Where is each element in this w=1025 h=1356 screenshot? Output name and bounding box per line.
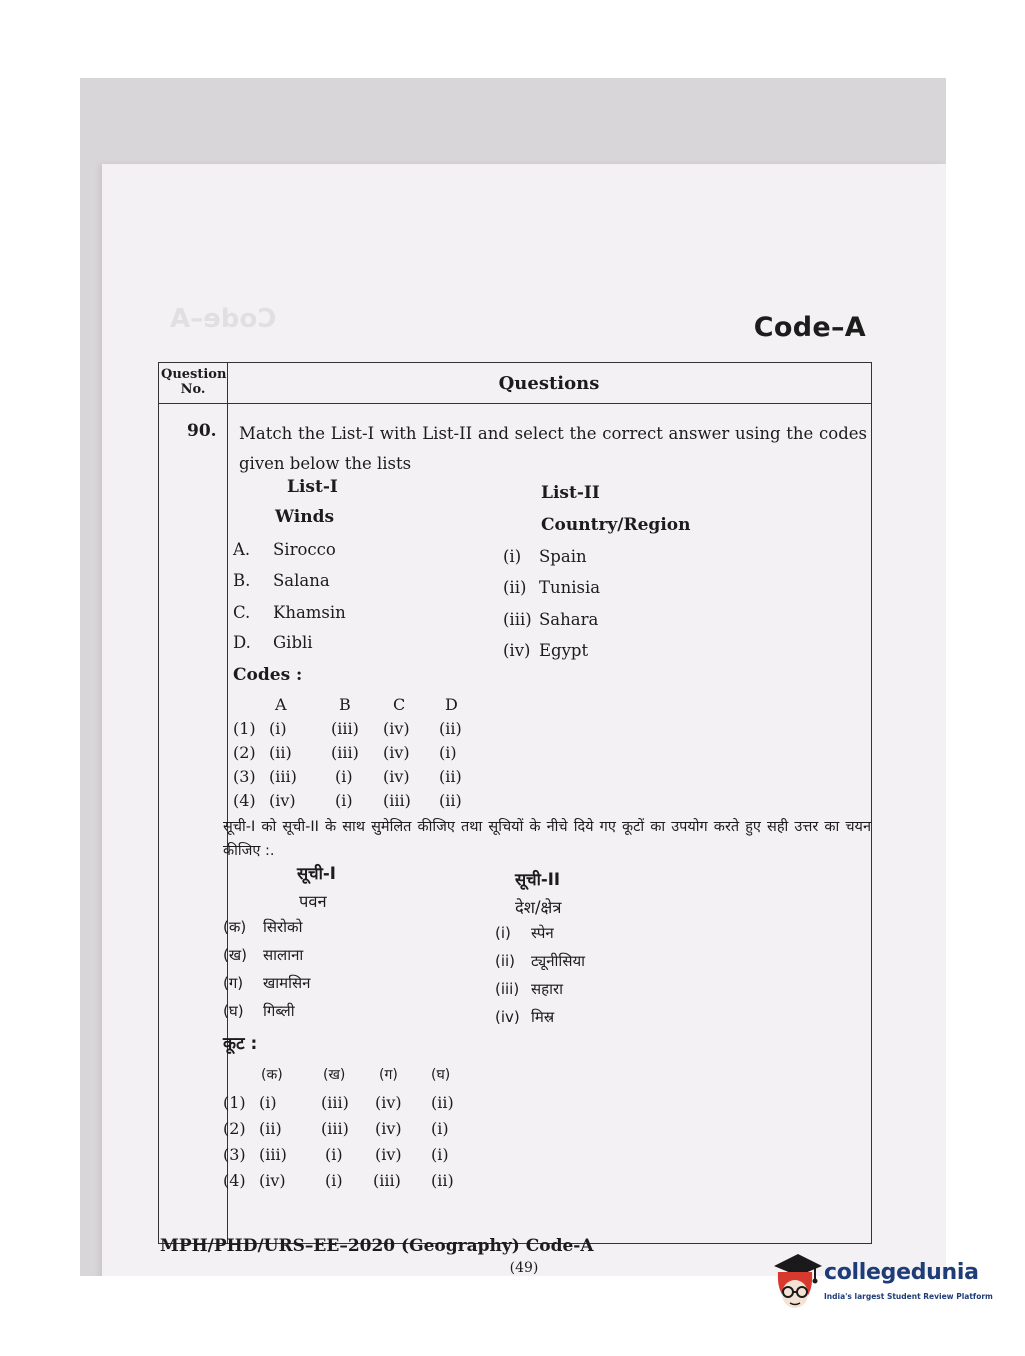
hi-codes-row-3: (3) (iii) (i) (iv) (i): [223, 1145, 449, 1164]
hi-codes-row-1: (1) (i) (iii) (iv) (ii): [223, 1093, 454, 1112]
list1-subtitle: Winds: [275, 507, 335, 527]
hi-list2-item-4: (iv) मिस्र: [495, 1008, 555, 1026]
paper-sheet: [102, 164, 946, 1276]
codes-row-2: (2) (ii) (iii) (iv) (i): [233, 743, 457, 762]
hi-list1-item-2: (ख) सालाना: [223, 946, 304, 964]
hi-list1-subtitle: पवन: [299, 892, 327, 911]
hi-list2-subtitle: देश/क्षेत्र: [515, 898, 562, 917]
paper-code: Code–A: [753, 312, 866, 343]
codes-row-1: (1) (i) (iii) (iv) (ii): [233, 719, 462, 738]
hi-list1-title: सूची-I: [297, 864, 336, 883]
list2-item-i: (i) Spain: [503, 547, 587, 566]
list1-item-d: D. Gibli: [233, 633, 313, 652]
list2-title: List-II: [541, 483, 600, 503]
question-table: [158, 362, 872, 1244]
list2-item-iv: (iv) Egypt: [503, 641, 589, 660]
brand-name: collegedunia: [824, 1260, 979, 1285]
list2-item-ii: (ii) Tunisia: [503, 578, 601, 597]
hi-list1-item-1: (क) सिरोको: [223, 918, 303, 936]
question-text-english: Match the List-I with List-II and select the correct answer using the codes given below the lists: [239, 424, 867, 473]
header-divider: [159, 403, 871, 404]
list2-item-iii: (iii) Sahara: [503, 610, 599, 629]
question-no-header: Question No.: [161, 367, 227, 397]
hi-list2-item-3: (iii) सहारा: [495, 980, 564, 998]
page-number: (49): [509, 1260, 539, 1276]
list2-subtitle: Country/Region: [541, 515, 691, 535]
bleed-through-text: Code–A: [170, 304, 277, 334]
hi-list2-item-2: (ii) ट्यूनीसिया: [495, 952, 586, 970]
brand-tagline: India's largest Student Review Platform: [824, 1292, 993, 1301]
hi-list1-item-4: (घ) गिब्ली: [223, 1002, 295, 1020]
question-text-hindi: सूची-I को सूची-II के साथ सुमेलित कीजिए तथा सूचियों के नीचे दिये गए कूटों का उपयोग करते हुए सही उत्तर का चयन कीजिए :.: [223, 819, 871, 859]
list1-title: List-I: [287, 477, 338, 497]
hi-codes-title: कूट :: [223, 1034, 258, 1054]
list1-item-a: A. Sirocco: [233, 540, 336, 559]
codes-header-row: A B C D: [275, 695, 458, 714]
question-number: 90.: [187, 421, 217, 441]
codes-row-3: (3) (iii) (i) (iv) (ii): [233, 767, 462, 786]
exam-footer: MPH/PHD/URS–EE–2020 (Geography) Code-A: [160, 1236, 594, 1256]
list1-item-b: B. Salana: [233, 571, 330, 590]
questions-header: Questions: [498, 373, 600, 394]
hi-codes-row-2: (2) (ii) (iii) (iv) (i): [223, 1119, 449, 1138]
hi-codes-row-4: (4) (iv) (i) (iii) (ii): [223, 1171, 454, 1190]
scanned-page: [80, 78, 946, 1276]
collegedunia-watermark: [768, 1250, 998, 1320]
hi-list2-title: सूची-II: [515, 870, 561, 889]
hi-list2-item-1: (i) स्पेन: [495, 924, 554, 942]
hi-codes-header-row: (क) (ख) (ग) (घ): [261, 1067, 451, 1083]
codes-title: Codes :: [233, 665, 303, 685]
list1-item-c: C. Khamsin: [233, 603, 346, 622]
graduate-mascot-icon: [768, 1250, 822, 1316]
hi-list1-item-3: (ग) खामसिन: [223, 974, 311, 992]
codes-row-4: (4) (iv) (i) (iii) (ii): [233, 791, 462, 810]
